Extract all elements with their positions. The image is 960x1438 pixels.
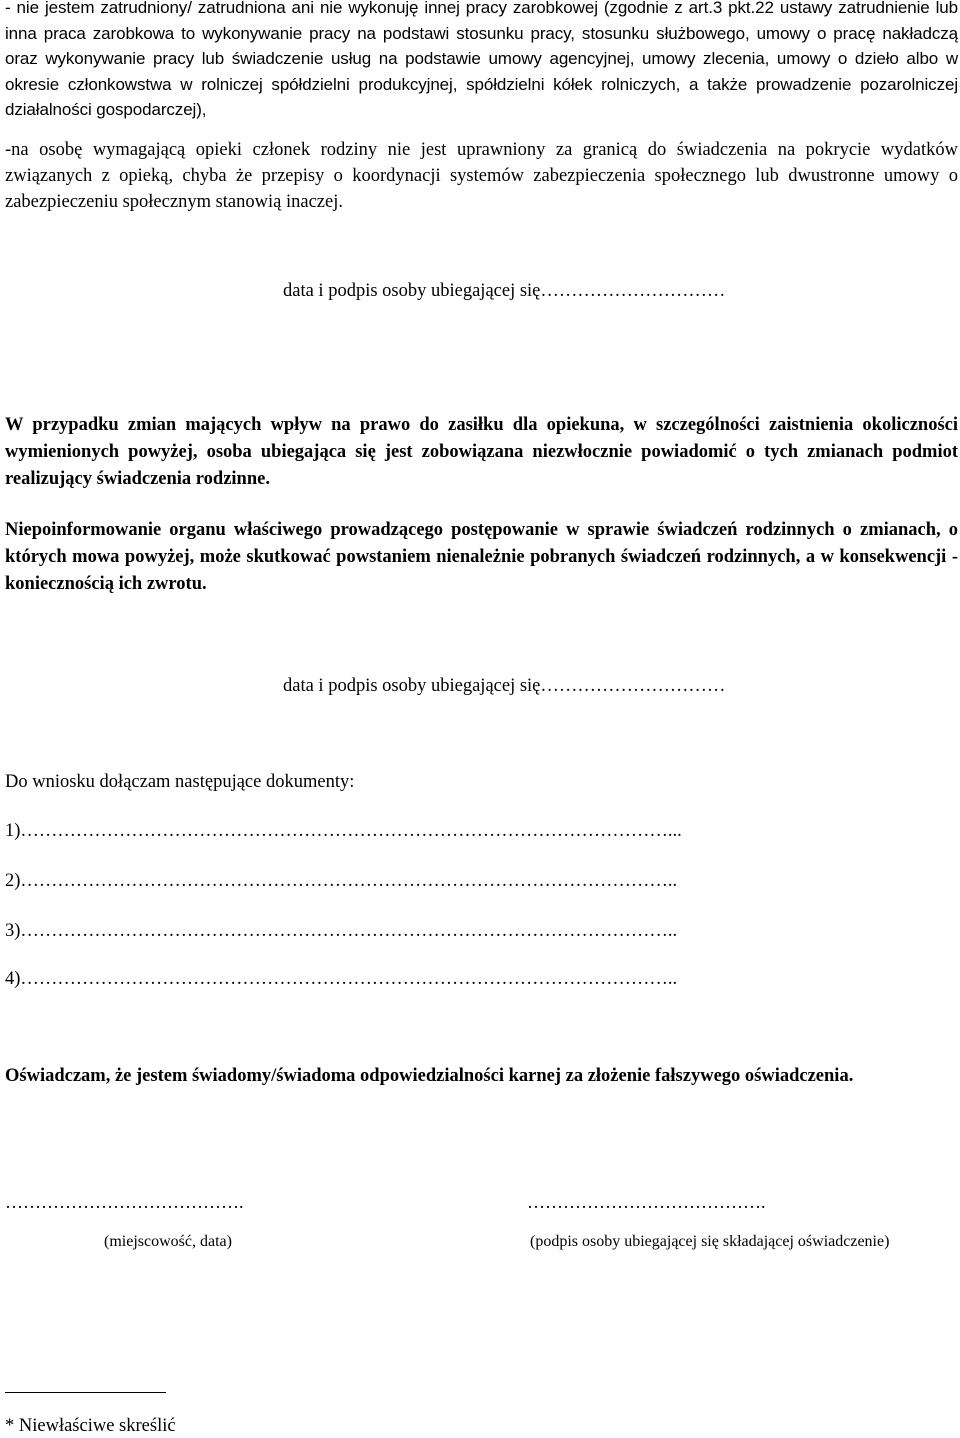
place-date-caption: (miejscowość, data): [104, 1233, 232, 1250]
attachments-title: Do wniosku dołączam następujące dokumenty:: [5, 772, 355, 792]
notice-consequences: Niepoinformowanie organu właściwego prowadzącego postępowanie w sprawie świadczeń rodzinnych o zmianach, o których mowa powyżej, może skutkować powstaniem nienależnie pobranych świadczeń rodzinnych, a w konsekwencji - koniecznością ich zwrotu.: [5, 520, 958, 594]
notice-changes: W przypadku zmian mających wpływ na prawo do zasiłku dla opiekuna, w szczególności zaistnienia okoliczności wymienionych powyżej, osoba ubiegająca się jest zobowiązana niezwłocznie powiadomić o tych zmianach podmiot realizujący świadczenia rodzinne.: [5, 415, 958, 489]
footnote-divider: [5, 1392, 166, 1393]
attachment-line-2[interactable]: 2)……………………………………………………………………………………………..: [5, 871, 678, 891]
signature-line-applicant-1[interactable]: data i podpis osoby ubiegającej się…………………………: [283, 281, 726, 301]
attachment-line-4[interactable]: 4)……………………………………………………………………………………………..: [5, 969, 678, 989]
attachment-line-1[interactable]: 1)……………………………………………………………………………………………...: [5, 821, 682, 841]
attachment-line-3[interactable]: 3)……………………………………………………………………………………………..: [5, 921, 678, 941]
declaration-criminal-liability: Oświadczam, że jestem świadomy/świadoma odpowiedzialności karnej za złożenie fałszywego oświadczenia.: [5, 1066, 854, 1086]
statement-employment: - nie jestem zatrudniony/ zatrudniona ani nie wykonuję innej pracy zarobkowej (zgodnie z art.3 pkt.22 ustawy zatrudnienie lub inna praca zarobkowa to wykonywanie pracy na podstawi stosunku pracy, stosunku służbowego, umowy o pracę nakładczą oraz wykonywanie pracy lub świadczenie usług na podstawie umowy agencyjnej, umowy zlecenia, umowy o dzieło albo w okresie członkowstwa w rolniczej spółdzielni produkcyjnej, spółdzielni kółek rolniczych, a także prowadzenie pozarolniczej działalności gospodarczej),: [5, 0, 958, 119]
declarant-signature-field[interactable]: ………………………………….: [527, 1192, 766, 1212]
footnote: * Niewłaściwe skreślić: [5, 1416, 176, 1436]
declarant-signature-caption: (podpis osoby ubiegającej się składającej oświadczenie): [530, 1233, 890, 1250]
statement-abroad: -na osobę wymagającą opieki członek rodziny nie jest uprawniony za granicą do świadczenia na pokrycie wydatków związanych z opieką, chyba że przepisy o koordynacji systemów zabezpieczenia społecznego lub dwustronne umowy o zabezpieczeniu społecznym stanowią inaczej.: [5, 140, 958, 212]
signature-line-applicant-2[interactable]: data i podpis osoby ubiegającej się…………………………: [283, 676, 726, 696]
place-date-field[interactable]: ………………………………….: [5, 1192, 244, 1212]
